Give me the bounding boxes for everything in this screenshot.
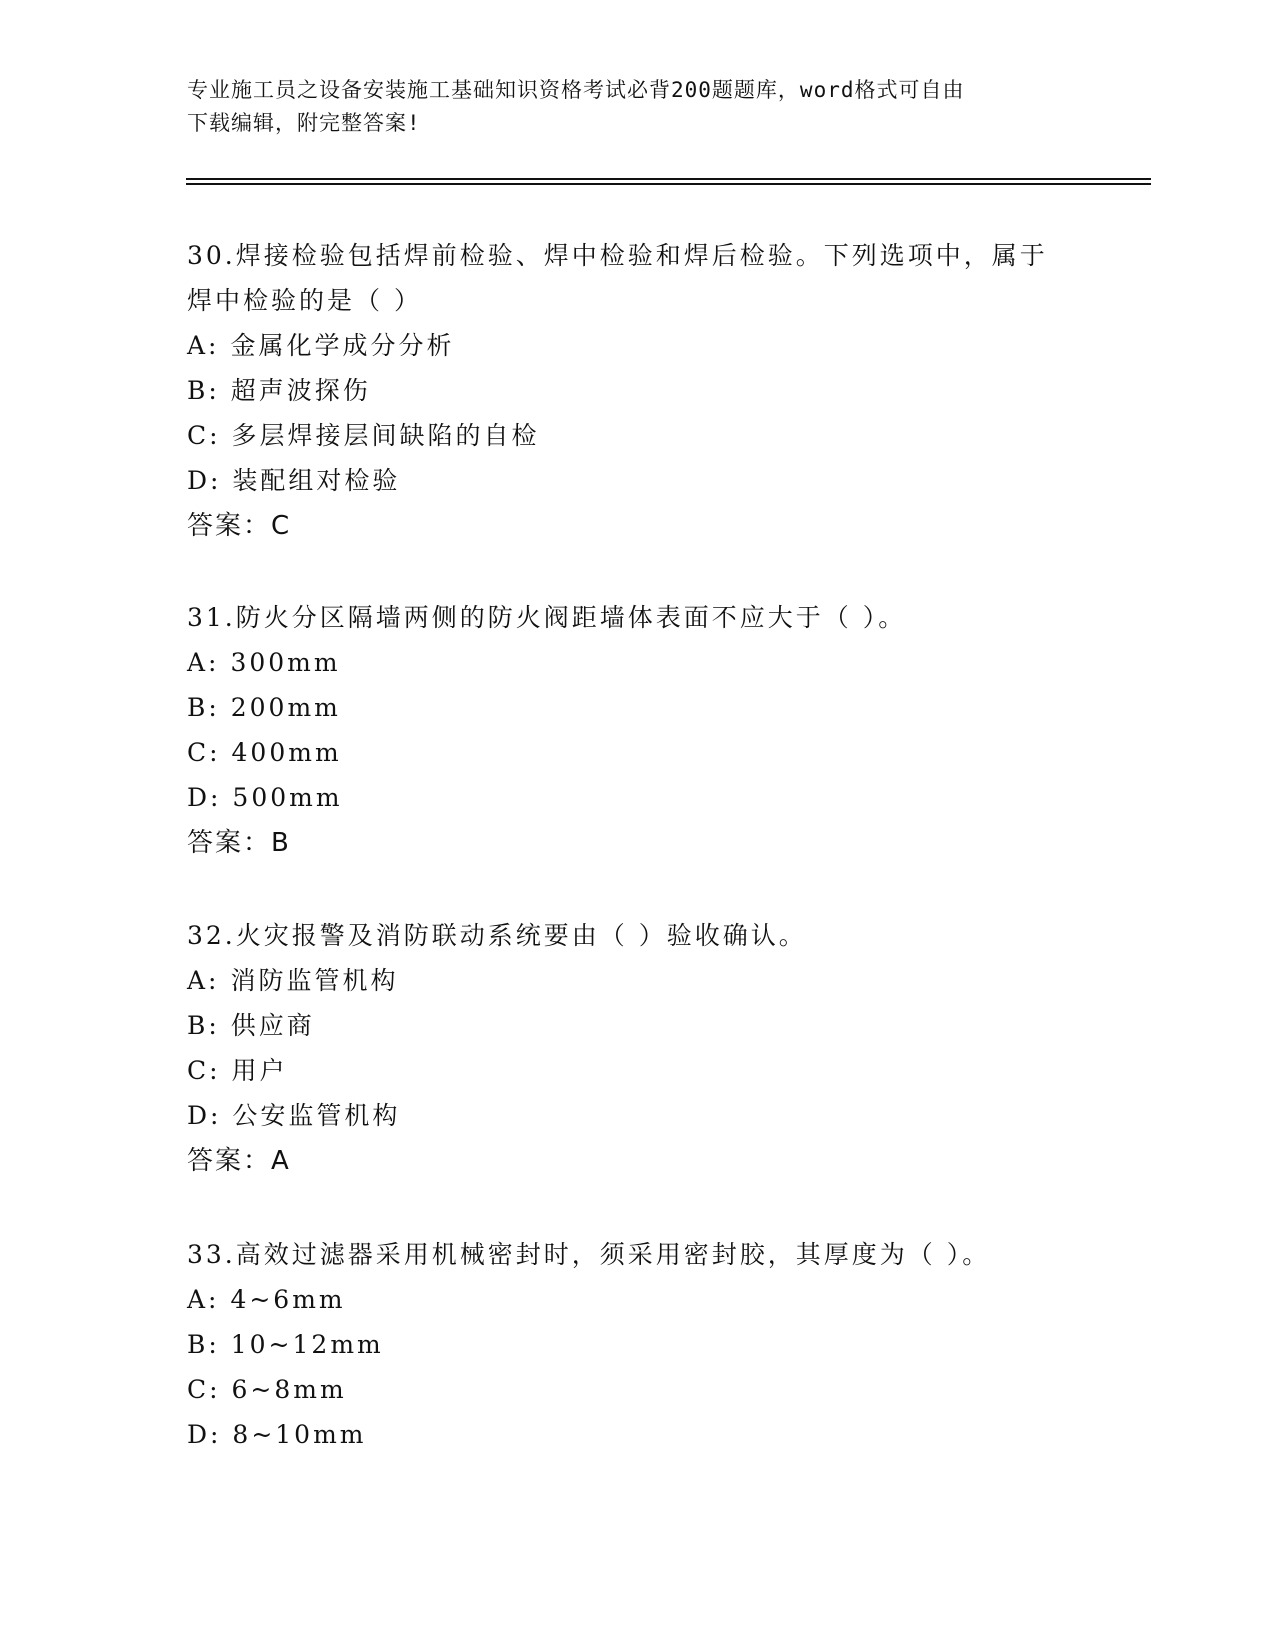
header-rule-bottom — [186, 183, 1151, 185]
question-text — [187, 233, 1087, 323]
question-31 — [187, 595, 1087, 866]
option-text: 消防监管机构 — [230, 966, 399, 995]
question-30 — [187, 233, 1087, 549]
option-letter: A: — [187, 1285, 220, 1314]
option-letter: D: — [187, 1420, 222, 1449]
question-text-line-1: 32.火灾报警及消防联动系统要由（ ）验收确认。 — [187, 921, 807, 950]
option-text: 400mm — [231, 738, 342, 767]
option-text: 多层焊接层间缺陷的自检 — [231, 421, 540, 450]
option-text: 金属化学成分分析 — [230, 331, 455, 360]
document-header — [187, 74, 1087, 140]
question-text-line-2: 焊中检验的是（ ） — [187, 286, 422, 315]
option-letter: B: — [187, 1011, 220, 1040]
option-a — [187, 1277, 1087, 1322]
question-text-line-1: 33.高效过滤器采用机械密封时，须采用密封胶，其厚度为（ ）。 — [187, 1240, 991, 1269]
question-text — [187, 595, 1087, 640]
option-text: 500mm — [232, 783, 343, 812]
option-text: 供应商 — [230, 1011, 315, 1040]
option-letter: B: — [187, 693, 220, 722]
option-letter: C: — [187, 421, 221, 450]
option-d — [187, 458, 1087, 503]
option-letter: B: — [187, 1330, 220, 1359]
option-letter: C: — [187, 1375, 221, 1404]
question-text-line-1: 30.焊接检验包括焊前检验、焊中检验和焊后检验。下列选项中，属于 — [187, 241, 1048, 270]
header-rule-top — [186, 178, 1151, 180]
option-letter: D: — [187, 466, 222, 495]
option-c — [187, 730, 1087, 775]
option-text: 300mm — [230, 648, 341, 677]
option-letter: C: — [187, 738, 221, 767]
answer: 答案：A — [187, 1146, 291, 1176]
option-text: 200mm — [230, 693, 341, 722]
option-letter: A: — [187, 648, 220, 677]
option-text: 用户 — [231, 1056, 288, 1085]
question-text — [187, 913, 1087, 958]
option-d — [187, 775, 1087, 820]
option-a — [187, 640, 1087, 685]
option-b — [187, 685, 1087, 730]
option-text: 超声波探伤 — [230, 376, 371, 405]
option-b — [187, 368, 1087, 413]
option-letter: D: — [187, 1101, 222, 1130]
option-letter: B: — [187, 376, 220, 405]
option-letter: A: — [187, 966, 220, 995]
option-text: 4~6mm — [230, 1285, 346, 1314]
header-line-1: 专业施工员之设备安装施工基础知识资格考试必背200题题库，word格式可自由 — [187, 78, 965, 102]
option-text: 公安监管机构 — [232, 1101, 401, 1130]
option-text: 装配组对检验 — [232, 466, 401, 495]
option-c — [187, 1367, 1087, 1412]
option-letter: C: — [187, 1056, 221, 1085]
option-c — [187, 413, 1087, 458]
option-a — [187, 958, 1087, 1003]
option-d — [187, 1412, 1087, 1457]
question-33 — [187, 1232, 1087, 1457]
option-letter: A: — [187, 331, 220, 360]
option-a — [187, 323, 1087, 368]
answer: 答案：C — [187, 511, 292, 541]
question-32 — [187, 913, 1087, 1184]
option-text: 6~8mm — [231, 1375, 347, 1404]
option-b — [187, 1322, 1087, 1367]
answer: 答案：B — [187, 828, 291, 858]
question-text-line-1: 31.防火分区隔墙两侧的防火阀距墙体表面不应大于（ ）。 — [187, 603, 907, 632]
header-line-2: 下载编辑，附完整答案! — [187, 111, 421, 135]
option-letter: D: — [187, 783, 222, 812]
option-d — [187, 1093, 1087, 1138]
option-c — [187, 1048, 1087, 1093]
option-text: 8~10mm — [232, 1420, 367, 1449]
question-text — [187, 1232, 1087, 1277]
option-b — [187, 1003, 1087, 1048]
option-text: 10~12mm — [230, 1330, 384, 1359]
